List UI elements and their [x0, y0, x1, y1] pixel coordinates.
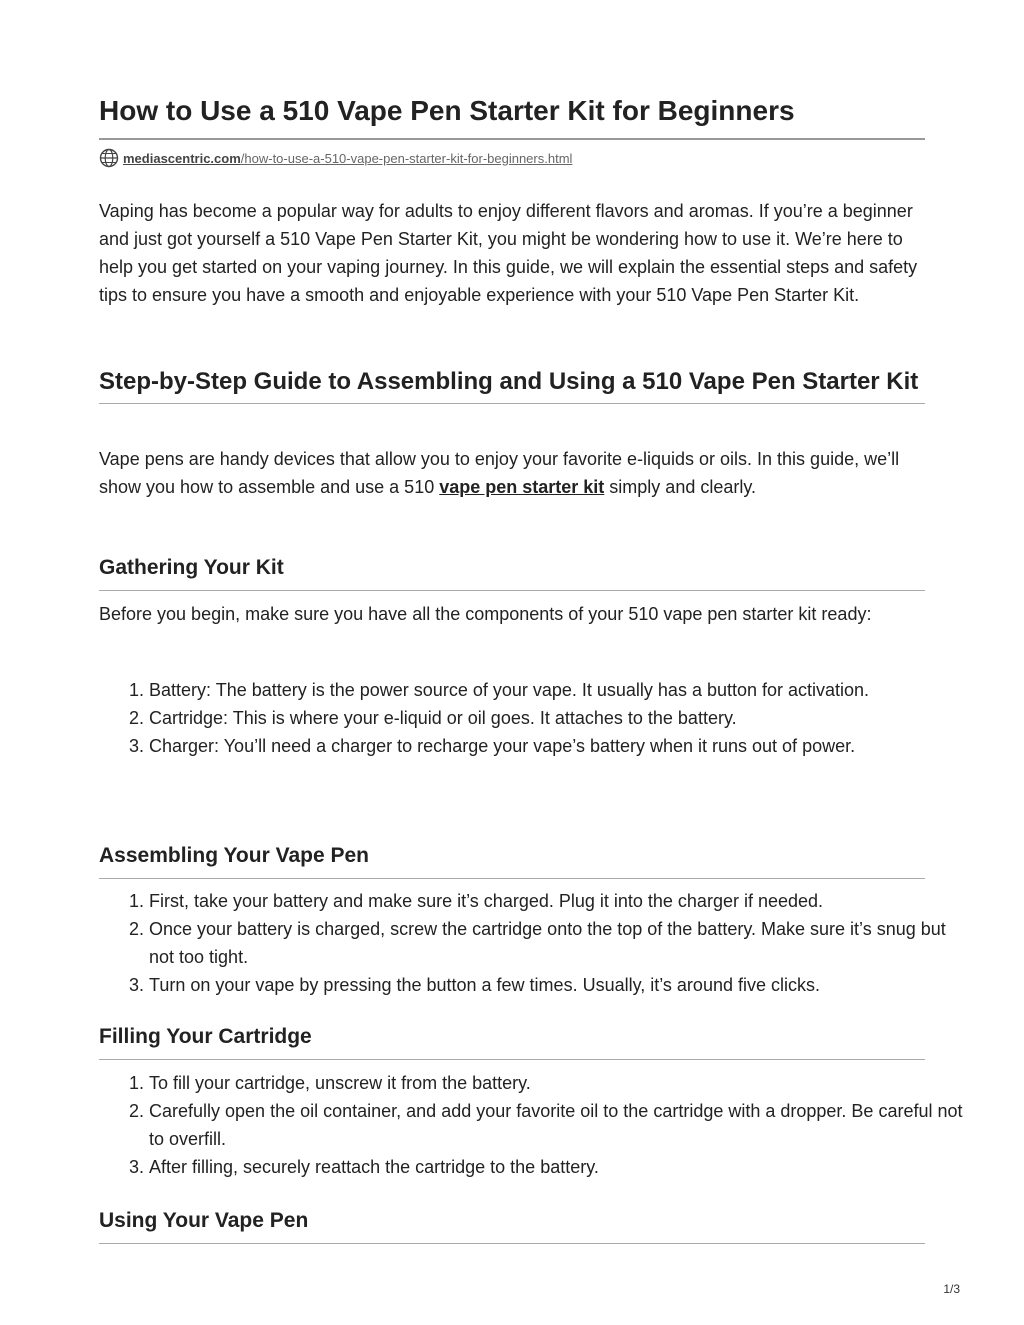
- source-domain[interactable]: mediascentric.com: [123, 150, 241, 166]
- source-path[interactable]: /how-to-use-a-510-vape-pen-starter-kit-for-beginners.html: [240, 150, 573, 166]
- gathering-list: [99, 676, 975, 760]
- intro-paragraph: Vaping has become a popular way for adults to enjoy different flavors and aromas. If you’re a beginner and just got yourself a 510 Vape Pen Starter Kit, you might be wondering how to use it. We’re here to help you get started on your vaping journey. In this guide, we will explain the essential steps and safety tips to ensure you have a smooth and enjoyable experience with your 510 Vape Pen Starter Kit.: [99, 201, 918, 305]
- guide-paragraph: [99, 445, 925, 501]
- section-heading-guide: Step-by-Step Guide to Assembling and Using a 510 Vape Pen Starter Kit: [99, 367, 925, 404]
- list-item: 2. Cartridge: This is where your e-liquid or oil goes. It attaches to the battery.: [149, 704, 975, 732]
- source-link[interactable]: [123, 151, 572, 166]
- heading-gathering: Gathering Your Kit: [99, 554, 925, 591]
- guide-text-after: simply and clearly.: [604, 477, 757, 497]
- gathering-paragraph: Before you begin, make sure you have all the components of your 510 vape pen starter kit ready:: [99, 604, 872, 624]
- list-item: 2. Once your battery is charged, screw the cartridge onto the top of the battery. Make sure it’s snug but not too tight.: [149, 915, 975, 971]
- list-item: 2. Carefully open the oil container, and add your favorite oil to the cartridge with a dropper. Be careful not to overfill.: [149, 1097, 975, 1153]
- list-item: 3. After filling, securely reattach the cartridge to the battery.: [149, 1153, 975, 1181]
- vape-pen-starter-kit-link[interactable]: vape pen starter kit: [439, 477, 605, 497]
- heading-filling: Filling Your Cartridge: [99, 1023, 925, 1060]
- list-item: 1. First, take your battery and make sure it’s charged. Plug it into the charger if needed.: [149, 887, 975, 915]
- list-item: 1. Battery: The battery is the power source of your vape. It usually has a button for activation.: [149, 676, 975, 704]
- guide-text-before: Vape pens are handy devices that allow you to enjoy your favorite e-liquids or oils. In this guide, we’ll show you how to assemble and use a 510: [99, 449, 900, 497]
- heading-using: Using Your Vape Pen: [99, 1207, 925, 1244]
- filling-list: [99, 1069, 975, 1181]
- globe-icon: [99, 148, 119, 168]
- list-item: 3. Turn on your vape by pressing the button a few times. Usually, it’s around five clicks.: [149, 971, 975, 999]
- assembling-list: [99, 887, 975, 999]
- page-title: How to Use a 510 Vape Pen Starter Kit for Beginners: [99, 94, 925, 140]
- page-number: 1/3: [943, 1282, 960, 1296]
- source-line: [99, 148, 925, 168]
- list-item: 1. To fill your cartridge, unscrew it from the battery.: [149, 1069, 975, 1097]
- list-item: 3. Charger: You’ll need a charger to recharge your vape’s battery when it runs out of power.: [149, 732, 975, 760]
- heading-assembling: Assembling Your Vape Pen: [99, 842, 925, 879]
